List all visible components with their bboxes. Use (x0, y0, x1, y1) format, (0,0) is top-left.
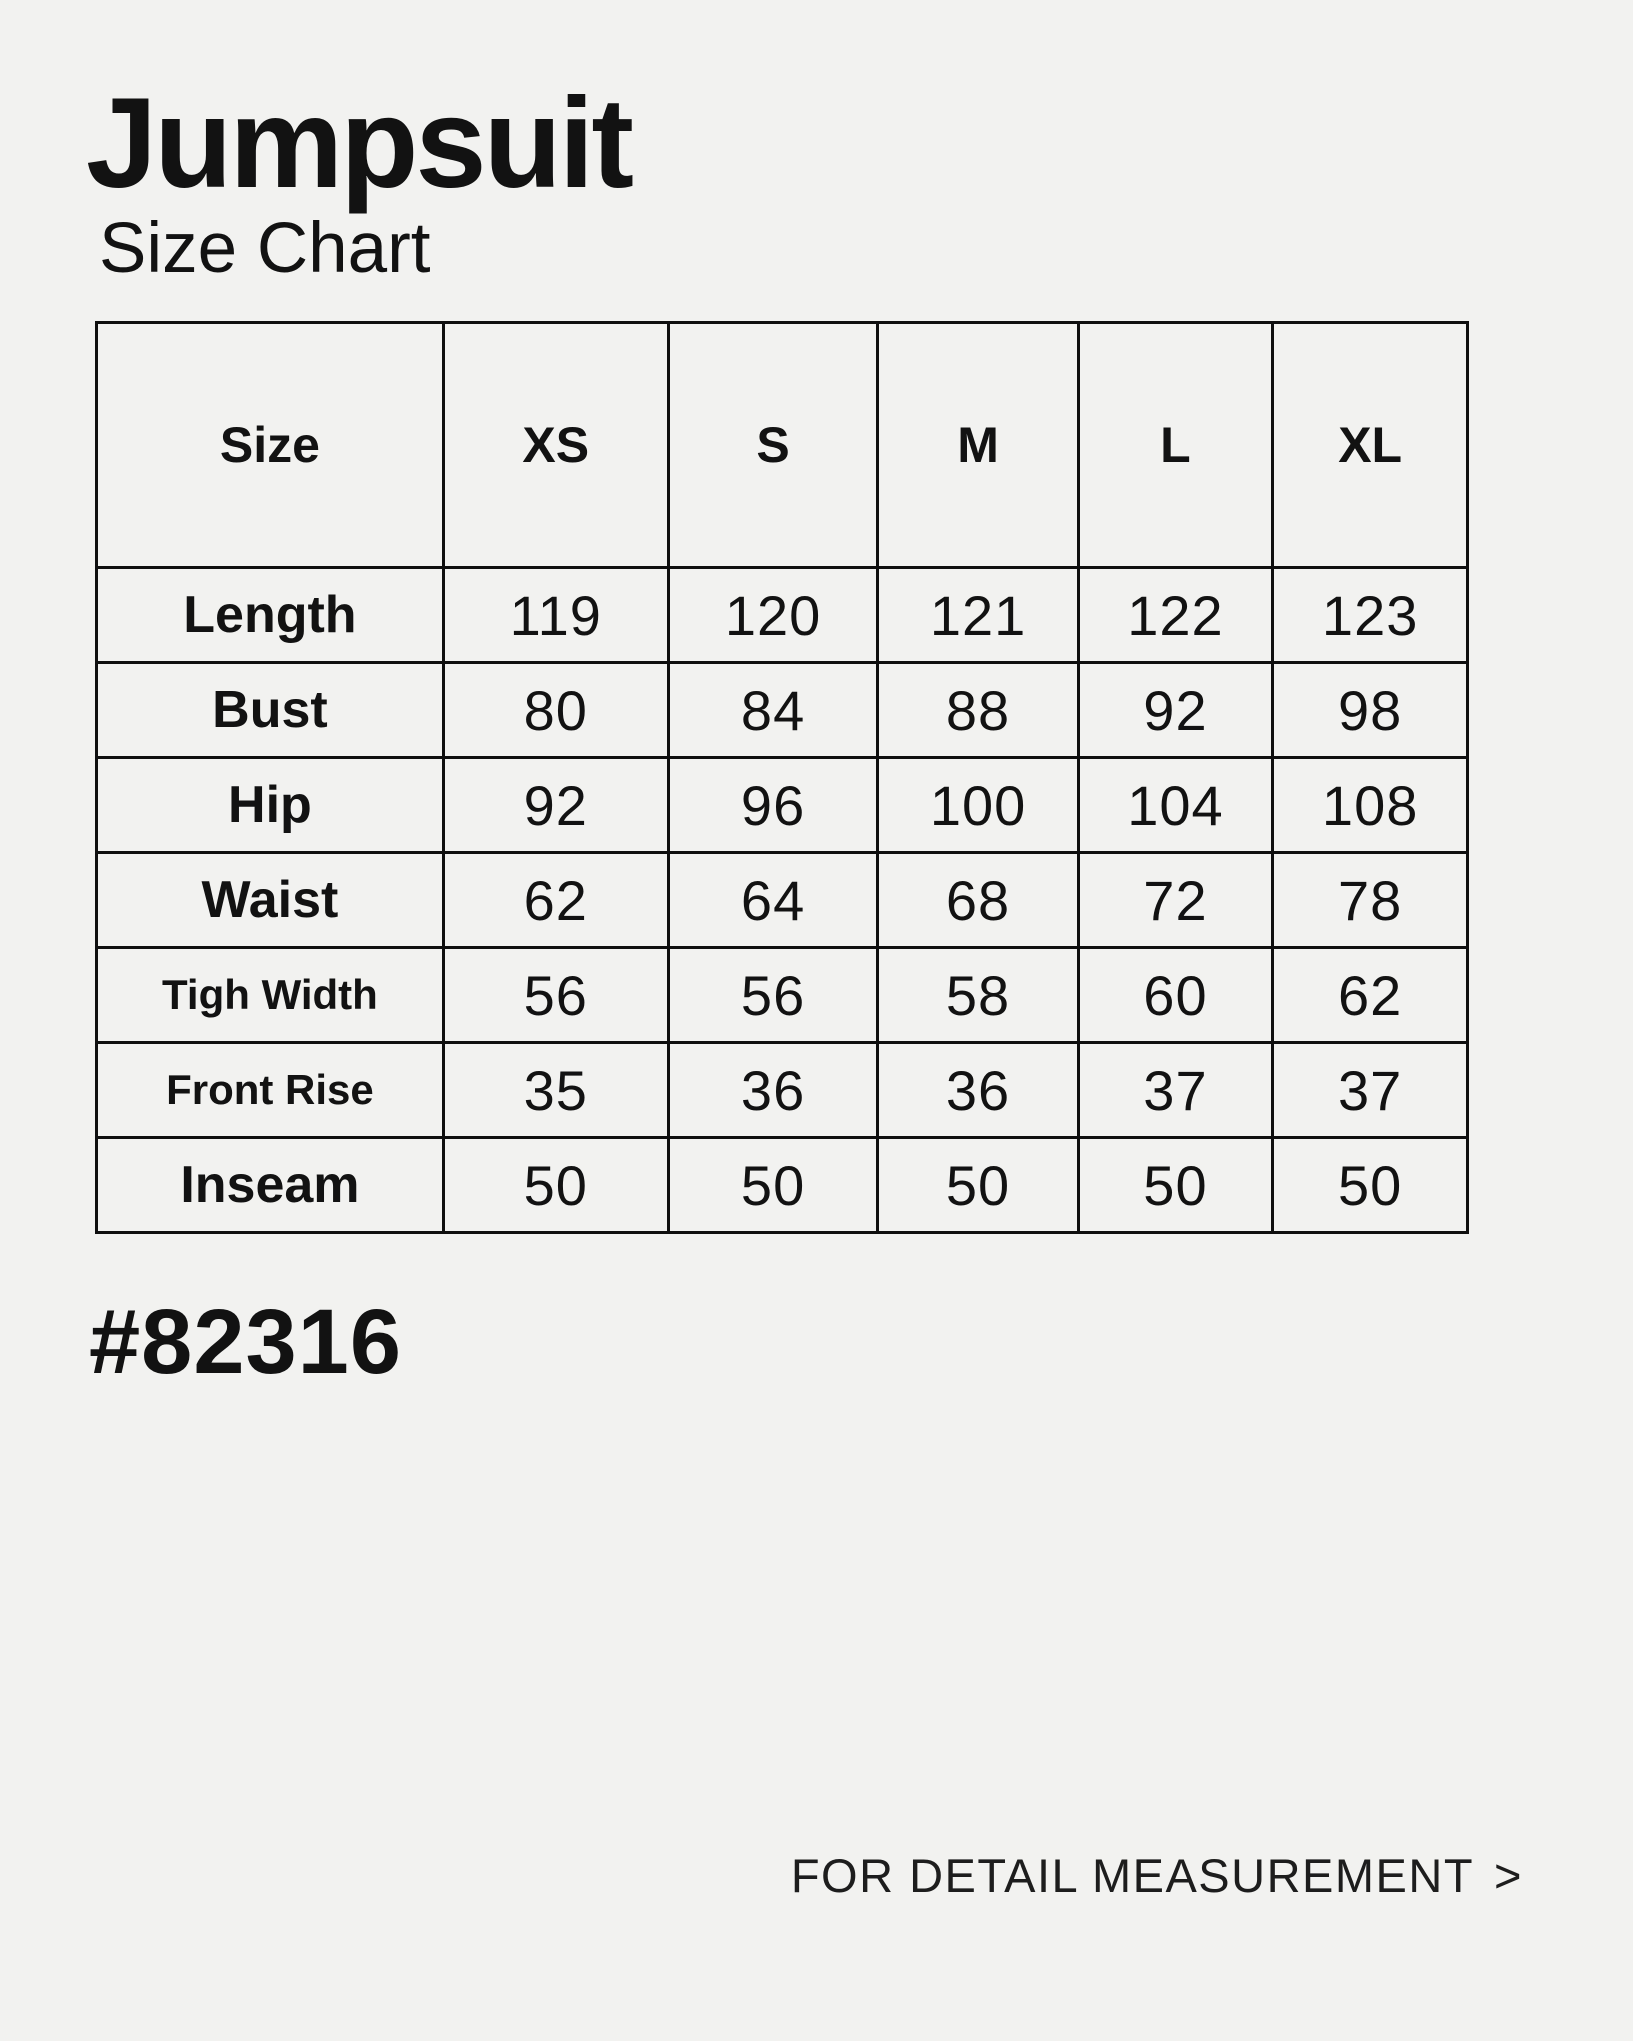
table-cell: 60 (1078, 948, 1273, 1043)
table-cell: 84 (668, 663, 878, 758)
table-cell: 37 (1273, 1043, 1468, 1138)
table-cell: 78 (1273, 853, 1468, 948)
table-header-row (97, 323, 1468, 568)
table-cell: 58 (878, 948, 1078, 1043)
table-row-length (97, 568, 1468, 663)
table-cell: 37 (1078, 1043, 1273, 1138)
size-chart-table (95, 321, 1469, 1234)
col-header-size: Size (97, 323, 444, 568)
table-cell: 92 (443, 758, 668, 853)
footer-link[interactable] (790, 1849, 1523, 1902)
table-cell: 120 (668, 568, 878, 663)
col-header-l: L (1078, 323, 1273, 568)
page-subtitle: Size Chart (99, 209, 431, 288)
col-header-xs: XS (443, 323, 668, 568)
chevron-right-icon: > (1494, 1849, 1523, 1902)
row-label: Length (97, 568, 444, 663)
table-row-hip (97, 758, 1468, 853)
table-cell: 56 (668, 948, 878, 1043)
table-cell: 119 (443, 568, 668, 663)
table-cell: 121 (878, 568, 1078, 663)
row-label: Waist (97, 853, 444, 948)
table-cell: 50 (1078, 1138, 1273, 1233)
row-label: Front Rise (97, 1043, 444, 1138)
table-cell: 50 (668, 1138, 878, 1233)
table-row-tigh-width (97, 948, 1468, 1043)
table-cell: 35 (443, 1043, 668, 1138)
table-cell: 50 (443, 1138, 668, 1233)
table-cell: 108 (1273, 758, 1468, 853)
table-cell: 92 (1078, 663, 1273, 758)
table-cell: 50 (878, 1138, 1078, 1233)
table-cell: 98 (1273, 663, 1468, 758)
table-cell: 80 (443, 663, 668, 758)
table-row-inseam (97, 1138, 1468, 1233)
table-cell: 50 (1273, 1138, 1468, 1233)
table-cell: 96 (668, 758, 878, 853)
table-cell: 62 (443, 853, 668, 948)
col-header-s: S (668, 323, 878, 568)
product-code: #82316 (89, 1291, 402, 1393)
row-label: Inseam (97, 1138, 444, 1233)
page-title: Jumpsuit (86, 72, 631, 215)
table-cell: 104 (1078, 758, 1273, 853)
table-cell: 36 (878, 1043, 1078, 1138)
table-cell: 62 (1273, 948, 1468, 1043)
table-cell: 88 (878, 663, 1078, 758)
row-label: Tigh Width (97, 948, 444, 1043)
table-cell: 68 (878, 853, 1078, 948)
table-row-bust (97, 663, 1468, 758)
table-cell: 36 (668, 1043, 878, 1138)
row-label: Hip (97, 758, 444, 853)
col-header-m: M (878, 323, 1078, 568)
table-row-front-rise (97, 1043, 1468, 1138)
row-label: Bust (97, 663, 444, 758)
table-cell: 72 (1078, 853, 1273, 948)
table-cell: 64 (668, 853, 878, 948)
table-cell: 100 (878, 758, 1078, 853)
table-cell: 123 (1273, 568, 1468, 663)
table-row-waist (97, 853, 1468, 948)
col-header-xl: XL (1273, 323, 1468, 568)
footer-link-label: FOR DETAIL MEASUREMENT (790, 1849, 1475, 1902)
table-cell: 122 (1078, 568, 1273, 663)
table-cell: 56 (443, 948, 668, 1043)
